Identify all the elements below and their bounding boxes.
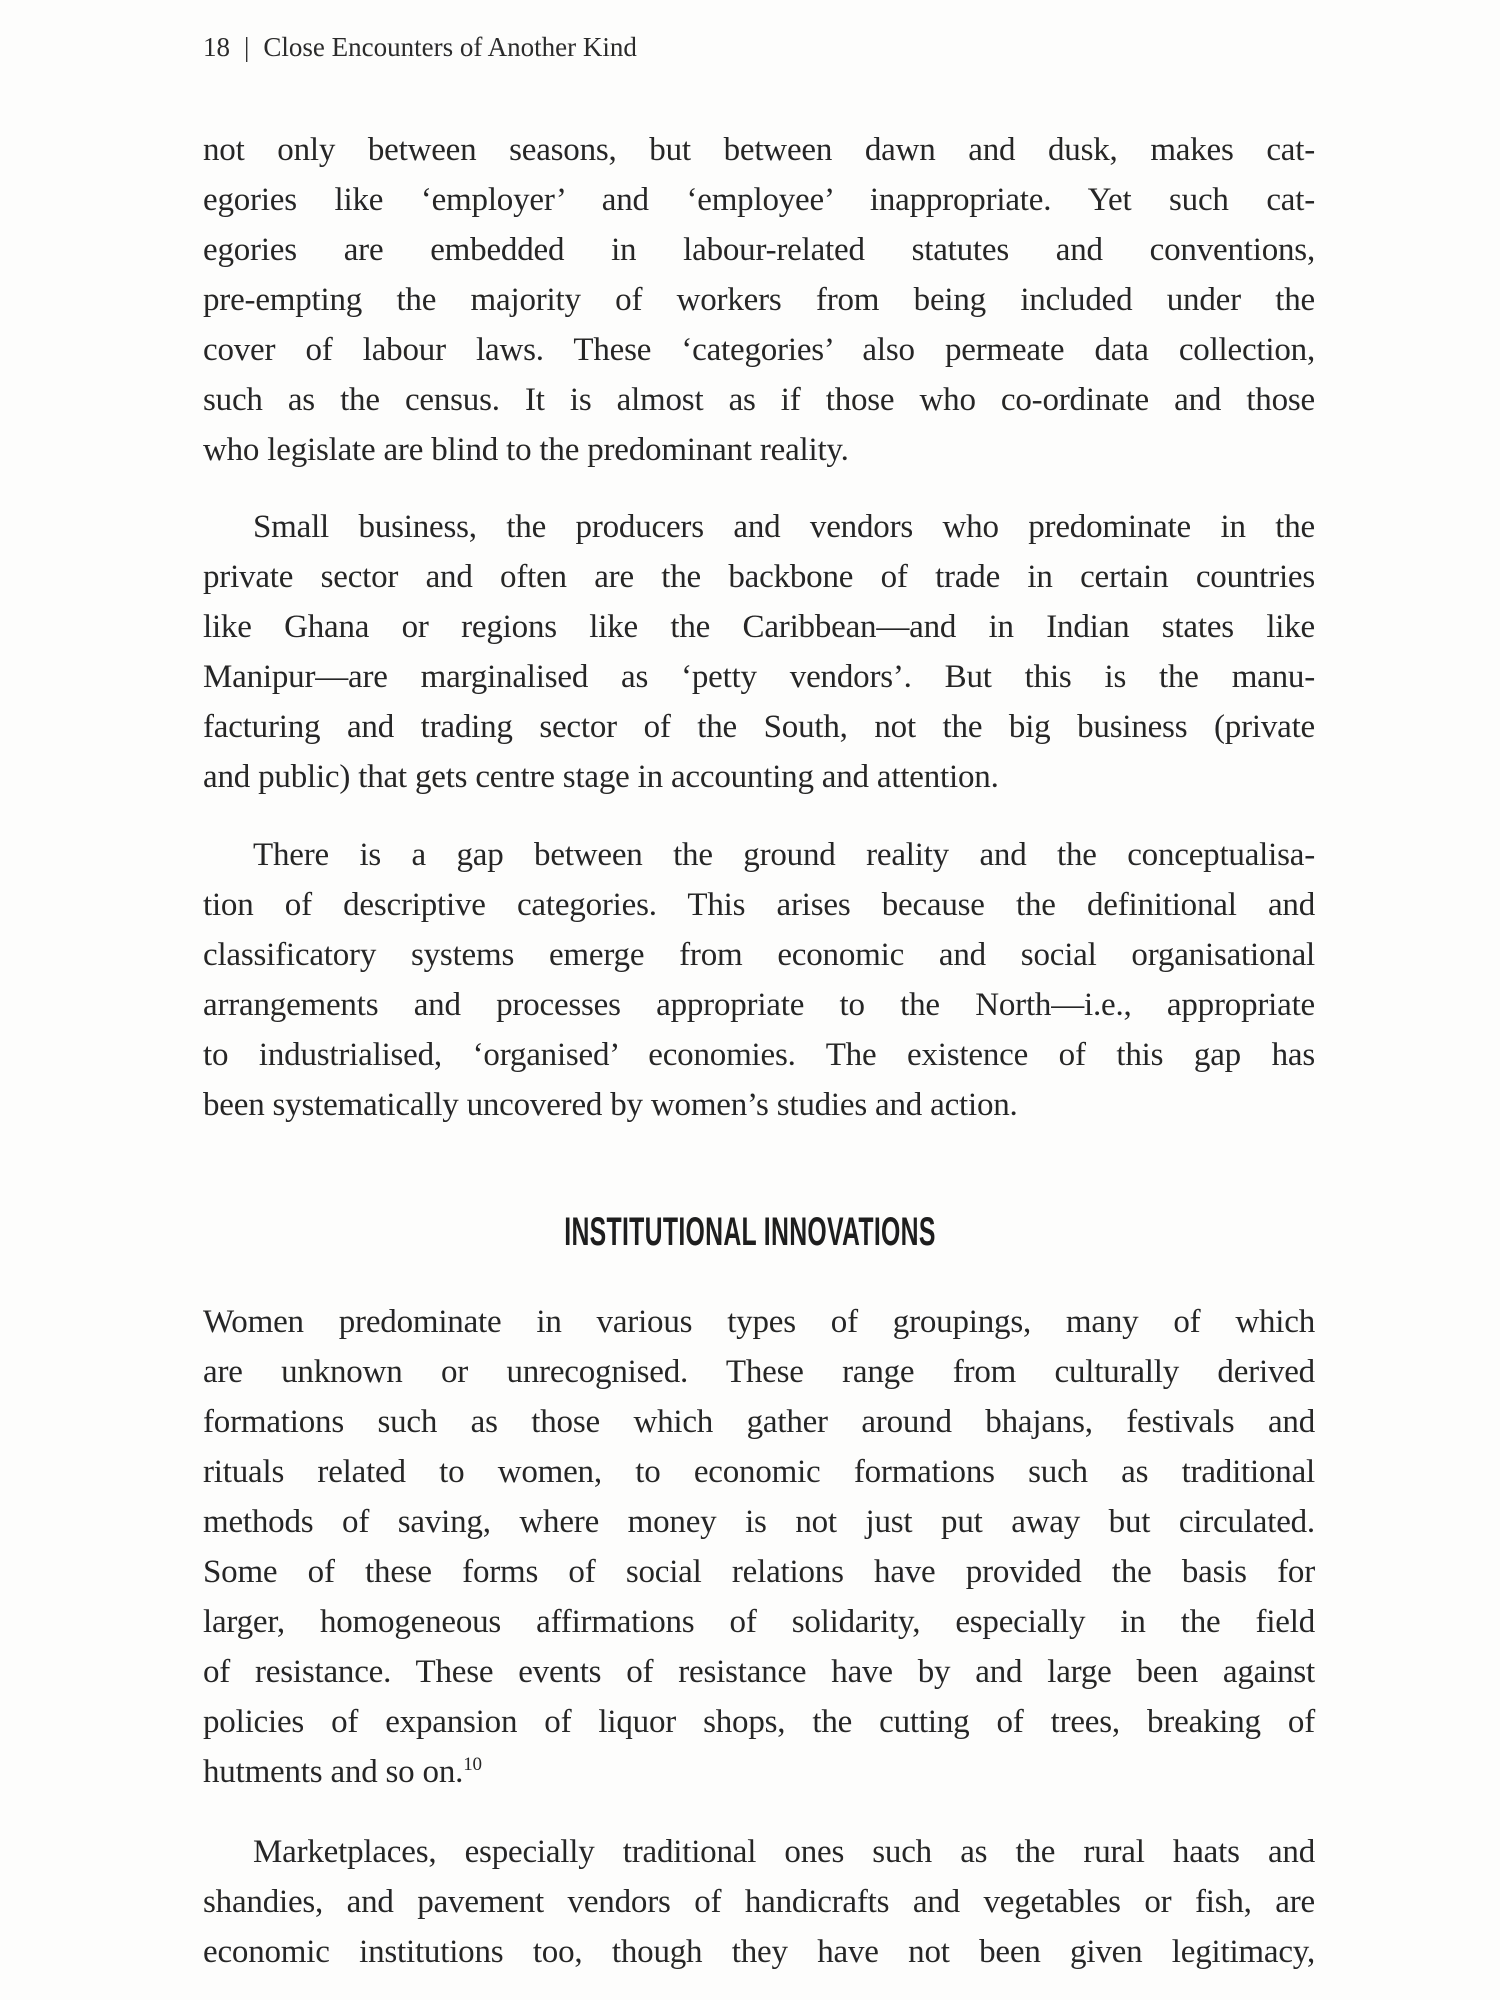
text-line: policies of expansion of liquor shops, the cutting of trees, breaking of — [203, 1704, 1315, 1740]
book-title: Close Encounters of Another Kind — [263, 32, 637, 62]
text-line: and public) that gets centre stage in accounting and attention. — [203, 759, 999, 795]
text-line: facturing and trading sector of the South, not the big business (private — [203, 709, 1315, 745]
text-line: Some of these forms of social relations have provided the basis for — [203, 1554, 1315, 1590]
text-line: egories like ‘employer’ and ‘employee’ inappropriate. Yet such cat- — [203, 182, 1315, 218]
text-line: methods of saving, where money is not just put away but circulated. — [203, 1504, 1315, 1540]
text-line: private sector and often are the backbone of trade in certain countries — [203, 559, 1315, 595]
footnote-reference[interactable]: 10 — [463, 1754, 482, 1775]
text-line: larger, homogeneous affirmations of solidarity, especially in the field — [203, 1604, 1315, 1640]
text-line: are unknown or unrecognised. These range from culturally derived — [203, 1354, 1315, 1390]
text-line: tion of descriptive categories. This arises because the definitional and — [203, 887, 1315, 923]
section-heading: INSTITUTIONAL INNOVATIONS — [564, 1210, 936, 1254]
text-line: to industrialised, ‘organised’ economies. The existence of this gap has — [203, 1037, 1315, 1073]
text-line: who legislate are blind to the predominant reality. — [203, 432, 849, 468]
text-line: like Ghana or regions like the Caribbean—and in Indian states like — [203, 609, 1315, 645]
text-line: cover of labour laws. These ‘categories’ also permeate data collection, — [203, 332, 1315, 368]
text-line: hutments and so on. — [203, 1754, 464, 1790]
header-separator: | — [244, 32, 250, 62]
text-line: egories are embedded in labour-related statutes and conventions, — [203, 232, 1315, 268]
text-line-with-footnote — [203, 1750, 1315, 1794]
text-line: Small business, the producers and vendors who predominate in the — [253, 509, 1315, 545]
text-line: pre-empting the majority of workers from being included under the — [203, 282, 1315, 318]
text-line: such as the census. It is almost as if those who co-ordinate and those — [203, 382, 1315, 418]
text-line: arrangements and processes appropriate to the North—i.e., appropriate — [203, 987, 1315, 1023]
text-line: of resistance. These events of resistance have by and large been against — [203, 1654, 1315, 1690]
text-line: Marketplaces, especially traditional ones such as the rural haats and — [253, 1834, 1315, 1870]
page-number: 18 — [203, 32, 230, 62]
text-line: classificatory systems emerge from economic and social organisational — [203, 937, 1315, 973]
text-line: rituals related to women, to economic formations such as traditional — [203, 1454, 1315, 1490]
text-line: not only between seasons, but between dawn and dusk, makes cat- — [203, 132, 1315, 168]
text-line: Manipur—are marginalised as ‘petty vendors’. But this is the manu- — [203, 659, 1315, 695]
text-line: economic institutions too, though they have not been given legitimacy, — [203, 1934, 1315, 1970]
text-line: been systematically uncovered by women’s studies and action. — [203, 1087, 1018, 1123]
text-line: formations such as those which gather around bhajans, festivals and — [203, 1404, 1315, 1440]
running-head — [203, 32, 637, 63]
text-line: Women predominate in various types of groupings, many of which — [203, 1304, 1315, 1340]
text-line: There is a gap between the ground reality and the conceptualisa- — [253, 837, 1315, 873]
text-line: shandies, and pavement vendors of handicrafts and vegetables or fish, are — [203, 1884, 1315, 1920]
